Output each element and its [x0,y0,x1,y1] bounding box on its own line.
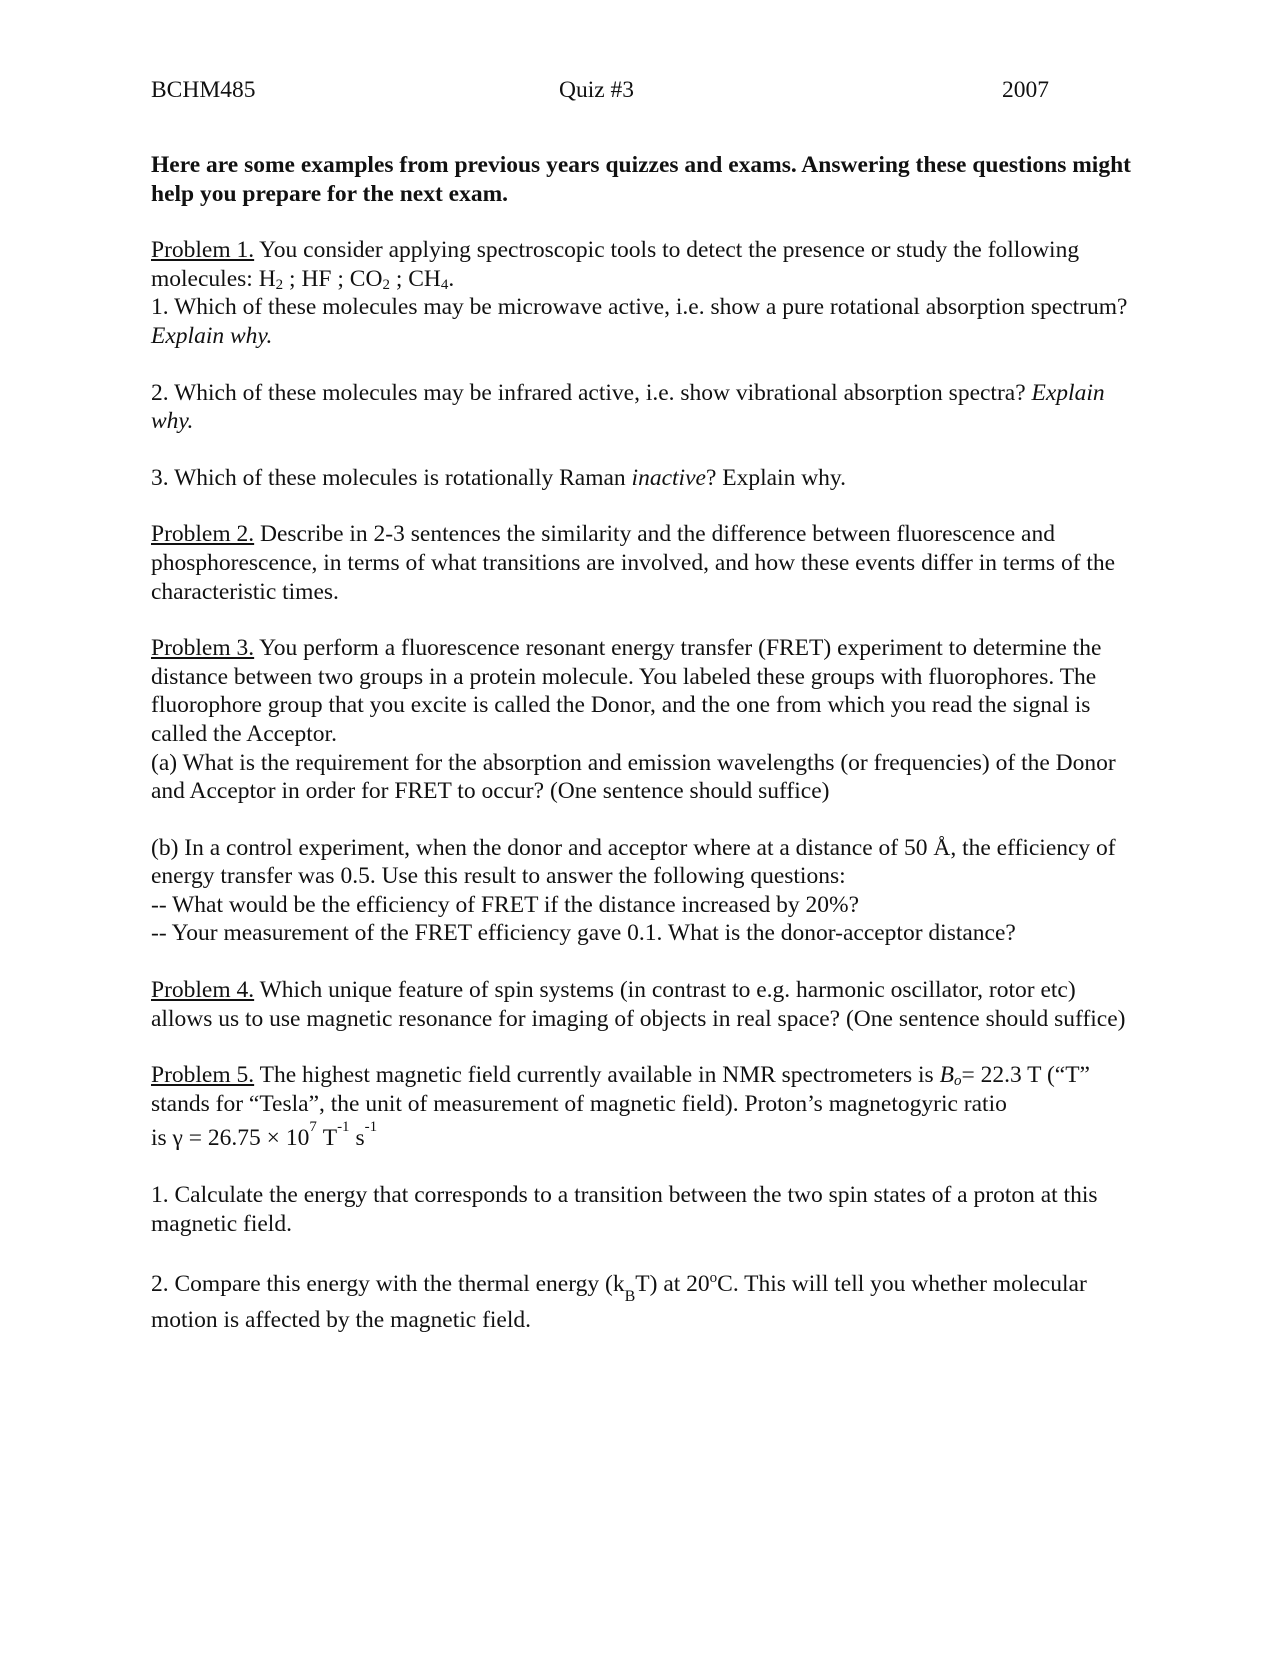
problem-1-label: Problem 1. [151,237,255,264]
problem-3 [151,634,1131,806]
problem-2 [151,520,1131,606]
question-emphasis: Explain why. [151,322,273,349]
part-b-text: (b) In a control experiment, when the donor and acceptor where at a distance of 50 Å, the efficiency of energy transfer was 0.5. Use this result to answer the following questions: [151,834,1116,890]
problem-3-part-a: (a) What is the requirement for the absorption and emission wavelengths (or frequencies) of the Donor and Acceptor in order for FRET to occur? (One sentence should suffice) [151,749,1116,805]
gamma-unit-s: s [349,1125,365,1152]
molecule-co2-subscript: 2 [382,276,390,293]
problem-5-statement [151,1061,1131,1118]
question-emphasis: inactive [631,464,706,491]
course-code: BCHM485 [151,77,256,103]
problem-1-question-3 [151,464,1131,493]
problem-4-statement [151,976,1131,1033]
problem-5-text: The highest magnetic field currently available in NMR spectrometers is [254,1062,940,1089]
question-paragraph [151,1266,1131,1338]
problem-4 [151,976,1131,1033]
page-header [151,76,1051,106]
problem-3-label: Problem 3. [151,635,255,662]
problem-5 [151,1061,1131,1153]
molecule-co2: CO [349,265,383,292]
quiz-year: 2007 [1002,77,1049,103]
problem-5-label: Problem 5. [151,1062,255,1089]
problem-3-text: You perform a fluorescence resonant energy transfer (FRET) experiment to determine the distance between two groups in a protein molecule. You labeled these groups with fluorophores. The fluorophore group that you excite is called the Donor, and the one from which you read the signal is called the Acceptor. [151,635,1102,747]
problem-5-question-1 [151,1181,1131,1238]
molecule-ch4-subscript: 4 [440,276,449,293]
molecule-list-end: . [448,265,455,292]
degree-symbol: o [709,1270,718,1287]
question-emphasis: Explain why. [151,379,1105,435]
problem-1-text: You consider applying spectroscopic tools to detect the presence or study the following molecules: [151,237,1080,292]
gamma-text: is γ = 26.75 × 10 [151,1125,310,1152]
problem-1-question-1 [151,293,1131,350]
problem-1-question-2 [151,379,1131,436]
question-text-mid: T) at 20 [635,1271,710,1298]
problem-5-text-cont: = 22.3 T (“T” stands for “Tesla”, the unit of measurement of magnetic field). Proton’s magnetogyric ratio [151,1062,1090,1117]
problem-2-label: Problem 2. [151,521,255,548]
question-text-end: C. This will tell you whether molecular motion is affected by the magnetic field. [151,1271,1087,1334]
t-exponent: -1 [337,1119,350,1136]
problem-3-part-b [151,834,1131,948]
problem-1-statement [151,236,1131,293]
problem-2-statement [151,520,1131,606]
question-text: 2. Compare this energy with the thermal energy (k [151,1271,625,1298]
question-paragraph [151,379,1131,436]
field-symbol-subscript: o [953,1073,962,1090]
molecule-hf: HF [301,265,332,292]
problem-2-text: Describe in 2-3 sentences the similarity and the difference between fluorescence and phosphorescence, in terms of what transitions are involved, and how these events differ in terms of the characteristic times. [151,521,1116,605]
problem-4-text: Which unique feature of spin systems (in contrast to e.g. harmonic oscillator, rotor etc) allows us to use magnetic resonance for imaging of objects in real space? (One sentence should suffice) [151,977,1126,1032]
problem-5-question-2 [151,1266,1131,1338]
question-text-end: ? Explain why. [705,464,847,491]
molecule-h2: H [258,265,276,292]
quiz-number: Quiz #3 [559,77,635,103]
molecule-h2-subscript: 2 [275,276,284,293]
question-paragraph [151,464,1131,493]
molecule-ch4: CH [408,265,441,292]
intro-text: Here are some examples from previous years quizzes and exams. Answering these questions might help you prepare for the next exam. [151,152,1131,207]
s-exponent: -1 [364,1119,378,1136]
question-text: 2. Which of these molecules may be infrared active, i.e. show vibrational absorption spectra? [151,379,1032,406]
part-b-question-2: -- Your measurement of the FRET efficiency gave 0.1. What is the donor-acceptor distance? [151,920,1016,947]
problem-3-statement [151,634,1131,748]
part-b-question-1: -- What would be the efficiency of FRET if the distance increased by 20%? [151,891,860,918]
question-text: 3. Which of these molecules is rotationally Raman [151,464,632,491]
problem-4-label: Problem 4. [151,977,255,1004]
problem-1 [151,236,1131,350]
molecule-separator: ; [331,265,350,292]
gamma-value [151,1118,1131,1153]
molecule-separator: ; [283,265,302,292]
document-body [151,151,1131,1366]
molecule-separator: ; [389,265,409,292]
question-text: 1. Which of these molecules may be microwave active, i.e. show a pure rotational absorption spectrum? [151,294,1128,321]
field-symbol: B [939,1062,954,1089]
boltzmann-subscript: B [624,1288,636,1306]
gamma-unit-t: T [316,1125,338,1152]
gamma-exponent: 7 [309,1119,317,1136]
question-paragraph: 1. Calculate the energy that corresponds to a transition between the two spin states of a proton at this magnetic field. [151,1182,1098,1237]
